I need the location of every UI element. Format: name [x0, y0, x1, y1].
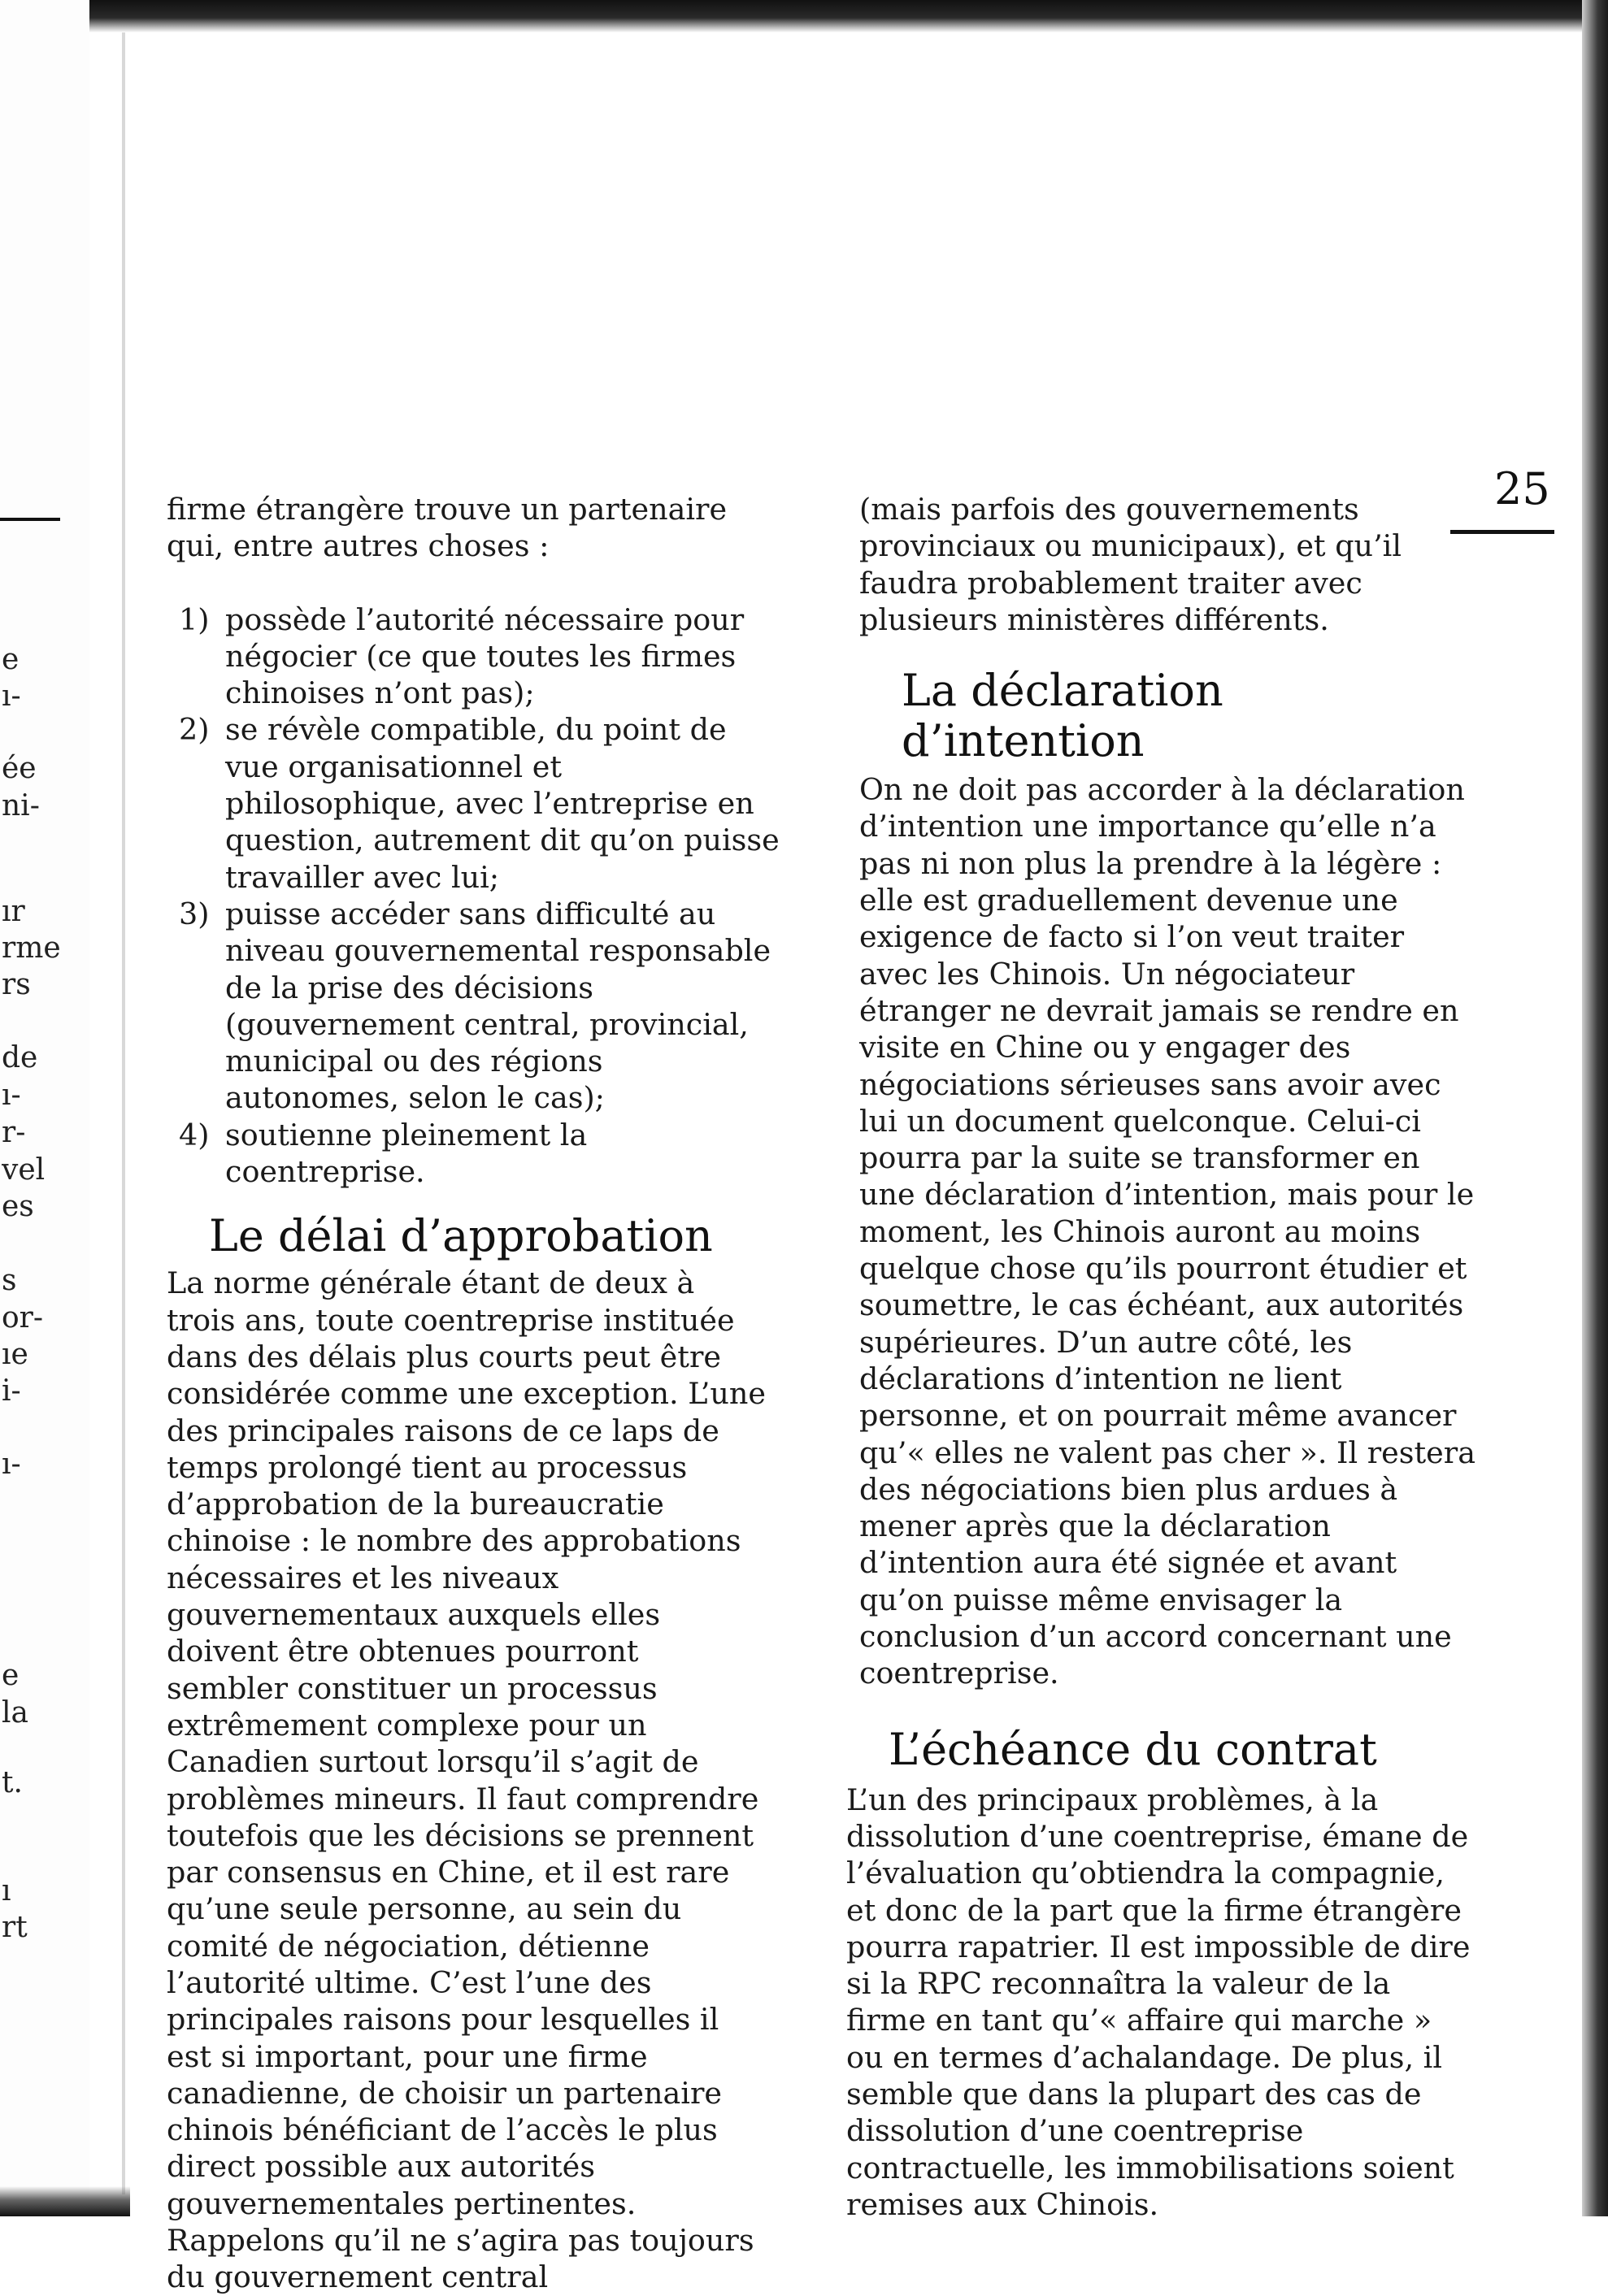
section-paragraph: On ne doit pas accorder à la déclaration d’intention une importance qu’elle n’a pas ni non plus la prendre à la légère : elle est graduellement devenue une exigence de facto si l’on veut traiter avec les Chinois. Un négociateur étranger ne devrait jamais se rendre en visite en Chine ou y engager des négociations sérieuses sans avoir avec lui un document quelconque. Celui-ci pourra par la suite se transformer en une déclaration d’intention, mais pour le moment, les Chinois auront au moins quelque chose qu’ils pourront étudier et soumettre, le cas échéant, aux autorités supérieures. D’un autre côté, les déclarations d’intention ne lient personne, et on pourrait même avancer qu’« elles ne valent pas cher ». Il restera des négociations bien plus ardues à mener après que la déclaration d’intention aura été signée et avant qu’on puisse même envisager la conclusion d’un accord concernant une coentreprise.: [859, 772, 1475, 1691]
previous-page-fragment: rme: [2, 931, 61, 965]
section-heading: La déclaration d’intention: [902, 665, 1223, 767]
section-paragraph: L’un des principaux problèmes, à la dissolution d’une coentreprise, émane de l’évaluation qu’obtiendra la compagnie, et donc de la part que la firme étrangère pourra rapatrier. Il est impossible de dire si la RPC reconnaîtra la valeur de la firme en tant qu’« affaire qui marche » ou en termes d’achalandage. De plus, il semble que dans la plupart des cas de dissolution d’une coentreprise contractuelle, les immobilisations soient remises aux Chinois.: [846, 1782, 1471, 2222]
previous-page-fragment: or-: [2, 1301, 44, 1335]
conditions-list: [167, 601, 784, 1191]
list-item: [167, 896, 784, 1117]
previous-page-fragment: s: [2, 1264, 17, 1297]
list-item-number: 2): [179, 712, 210, 748]
list-item-text: se révèle compatible, du point de vue organisationnel et philosophique, avec l’entreprise en question, autrement dit qu’on puisse travailler avec lui;: [225, 712, 780, 895]
previous-page-fragment: i-: [2, 1374, 21, 1408]
previous-page-fragment: de: [2, 1041, 38, 1074]
previous-page-fragment: ée: [2, 752, 37, 785]
list-item: [167, 1117, 784, 1191]
section-heading: L’échéance du contrat: [889, 1723, 1377, 1775]
right-column: [846, 491, 1477, 2223]
previous-page-fragment: e: [2, 643, 20, 676]
scan-top-edge: [0, 0, 1608, 33]
previous-page-fragment: e: [2, 1659, 20, 1692]
scan-right-edge: [1582, 0, 1608, 2216]
list-item-text: soutienne pleinement la coentreprise.: [225, 1117, 588, 1190]
previous-page-fragment: rt: [2, 1911, 28, 1944]
page-binding-shadow: [122, 33, 125, 2194]
list-item-text: possède l’autorité nécessaire pour négocier (ce que toutes les firmes chinoises n’ont pas);: [225, 601, 745, 711]
previous-page-fragment: ıe: [2, 1338, 28, 1371]
scan-bottom-shadow: [0, 2186, 130, 2216]
intro-paragraph: firme étrangère trouve un partenaire qui, entre autres choses :: [167, 492, 728, 564]
list-item: [167, 711, 784, 895]
previous-page-fragment: ır: [2, 895, 25, 928]
previous-page-fragment: ı-: [2, 1079, 21, 1112]
previous-page-fragment: la: [2, 1696, 28, 1730]
list-item-number: 3): [179, 896, 210, 931]
previous-page-fragment: ı: [2, 1874, 11, 1908]
previous-page-fragment: r-: [2, 1116, 26, 1149]
left-column: [167, 491, 784, 2296]
previous-page-fragment: t.: [2, 1766, 23, 1799]
previous-page-fragment: ni-: [2, 789, 40, 822]
section-paragraph: La norme générale étant de deux à trois ans, toute coentreprise instituée dans des délais plus courts peut être considérée comme une exception. L’une des principales raisons de ce laps de temps prolongé tient au processus d’approbation de la bureaucratie chinoise : le nombre des approbations nécessaires et les niveaux gouvernementaux auxquels elles doivent être obtenues pourront sembler constituer un processus extrêmement complexe pour un Canadien surtout lorsqu’il s’agit de problèmes mineurs. Il faut comprendre toutefois que les décisions se prennent par consensus en Chine, et il est rare qu’une seule personne, au sein du comité de négociation, détienne l’autorité ultime. C’est l’une des principales raisons pour lesquelles il est si important, pour une firme canadienne, de choisir un partenaire chinois bénéficiant de l’accès le plus direct possible aux autorités gouvernementales pertinentes. Rappelons qu’il ne s’agira pas toujours du gouvernement central: [167, 1265, 766, 2295]
list-item-number: 1): [179, 601, 210, 637]
continuation-paragraph: (mais parfois des gouvernements provinciaux ou municipaux), et qu’il faudra probablement traiter avec plusieurs ministères différents.: [859, 492, 1402, 637]
previous-page-fragment: ı-: [2, 679, 21, 713]
page-number: 25: [1494, 463, 1550, 514]
previous-page-fragment: rs: [2, 968, 31, 1001]
previous-page-fragment: vel: [2, 1153, 46, 1187]
section-heading: Le délai d’approbation: [209, 1210, 713, 1262]
list-item-number: 4): [179, 1117, 210, 1152]
previous-page-fragment: es: [2, 1190, 34, 1223]
list-item: [167, 601, 784, 712]
list-item-text: puisse accéder sans difficulté au niveau gouvernemental responsable de la prise des décisions (gouvernement central, provincial, municipal ou des régions autonomes, selon le cas);: [225, 896, 771, 1116]
previous-page-fragment: ı-: [2, 1447, 21, 1481]
previous-page-rule: [0, 518, 60, 521]
